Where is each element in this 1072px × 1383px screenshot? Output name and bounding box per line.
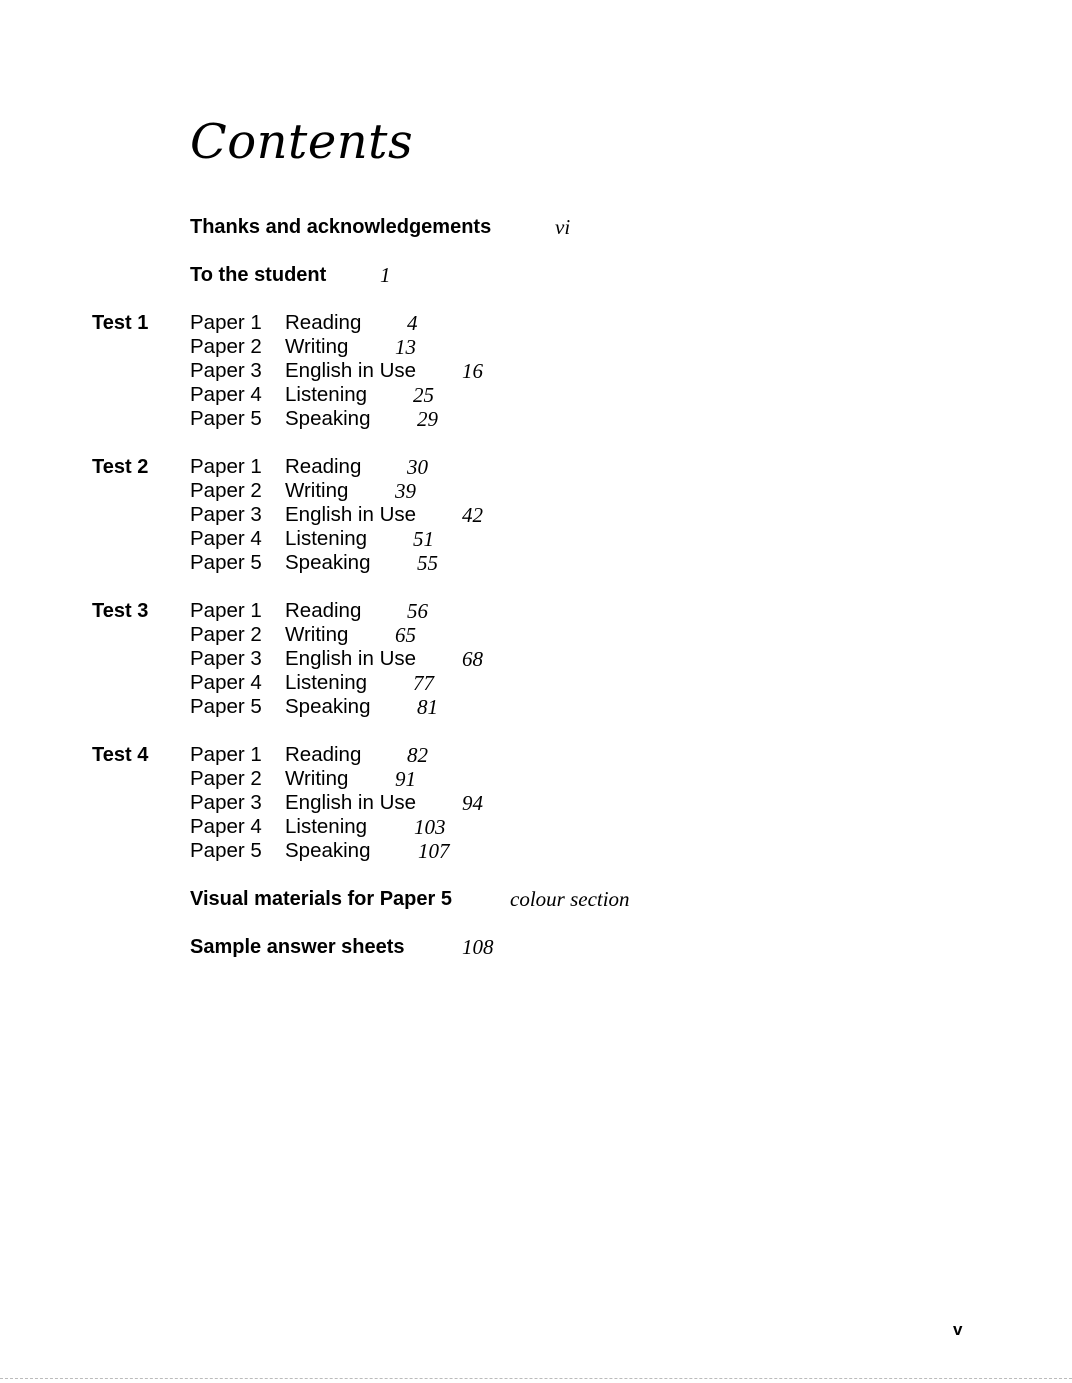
page-title: Contents (190, 114, 414, 170)
toc-answer-sheets-page: 108 (462, 935, 494, 959)
toc-student-page: 1 (380, 263, 391, 287)
page-number: 4 (407, 311, 418, 335)
page-number: 68 (462, 647, 483, 671)
page-number: 16 (462, 359, 483, 383)
test-2-label: Test 2 (92, 456, 149, 478)
paper-label: Paper 4 (190, 383, 262, 406)
section-label: Reading (285, 311, 362, 334)
bottom-edge-rule (0, 1378, 1072, 1380)
section-label: English in Use (285, 647, 417, 670)
page-number: 39 (395, 479, 416, 503)
toc-visual-materials: Visual materials for Paper 5 (190, 888, 452, 910)
page-number: 13 (395, 335, 416, 359)
section-label: English in Use (285, 359, 417, 382)
paper-label: Paper 3 (190, 791, 262, 814)
toc-thanks: Thanks and acknowledgements (190, 216, 492, 238)
page-folio: v (953, 1320, 963, 1339)
page-number: 55 (417, 551, 438, 575)
toc-thanks-page: vi (555, 215, 571, 239)
page-number: 42 (462, 503, 483, 527)
paper-label: Paper 2 (190, 479, 262, 502)
section-label: Reading (285, 455, 362, 478)
section-label: Listening (285, 383, 368, 406)
page-number: 29 (417, 407, 438, 431)
page-number: 51 (413, 527, 434, 551)
section-label: Speaking (285, 407, 371, 430)
page-number: 107 (418, 839, 450, 863)
section-label: Writing (285, 623, 349, 646)
page-number: 94 (462, 791, 483, 815)
section-label: Speaking (285, 839, 371, 862)
paper-label: Paper 1 (190, 311, 262, 334)
page-number: 25 (413, 383, 434, 407)
test-3-block (190, 599, 590, 719)
test-2-block (190, 455, 590, 575)
paper-label: Paper 4 (190, 815, 262, 838)
paper-label: Paper 2 (190, 623, 262, 646)
section-label: English in Use (285, 503, 417, 526)
test-1-block (190, 311, 590, 431)
section-label: Listening (285, 671, 368, 694)
paper-label: Paper 3 (190, 503, 262, 526)
section-label: Speaking (285, 551, 371, 574)
toc-answer-sheets: Sample answer sheets (190, 936, 405, 958)
paper-label: Paper 1 (190, 743, 262, 766)
paper-label: Paper 5 (190, 407, 262, 430)
test-4-label: Test 4 (92, 744, 149, 766)
paper-label: Paper 1 (190, 455, 262, 478)
paper-label: Paper 5 (190, 839, 262, 862)
page-number: 77 (413, 671, 434, 695)
paper-label: Paper 5 (190, 551, 262, 574)
section-label: Writing (285, 479, 349, 502)
section-label: Reading (285, 599, 362, 622)
section-label: Reading (285, 743, 362, 766)
test-1-label: Test 1 (92, 312, 149, 334)
paper-label: Paper 3 (190, 647, 262, 670)
section-label: English in Use (285, 791, 417, 814)
page-number: 56 (407, 599, 428, 623)
section-label: Writing (285, 767, 349, 790)
page-number: 30 (407, 455, 428, 479)
paper-label: Paper 4 (190, 527, 262, 550)
page-number: 81 (417, 695, 438, 719)
toc-visual-materials-page: colour section (510, 887, 630, 911)
paper-label: Paper 3 (190, 359, 262, 382)
paper-label: Paper 4 (190, 671, 262, 694)
section-label: Speaking (285, 695, 371, 718)
paper-label: Paper 2 (190, 767, 262, 790)
toc-student: To the student (190, 264, 327, 286)
test-3-label: Test 3 (92, 600, 149, 622)
page-number: 65 (395, 623, 416, 647)
paper-label: Paper 5 (190, 695, 262, 718)
test-4-block (190, 743, 590, 863)
paper-label: Paper 2 (190, 335, 262, 358)
section-label: Listening (285, 815, 368, 838)
page-number: 103 (414, 815, 446, 839)
paper-label: Paper 1 (190, 599, 262, 622)
section-label: Writing (285, 335, 349, 358)
page-number: 91 (395, 767, 416, 791)
page-number: 82 (407, 743, 428, 767)
section-label: Listening (285, 527, 368, 550)
